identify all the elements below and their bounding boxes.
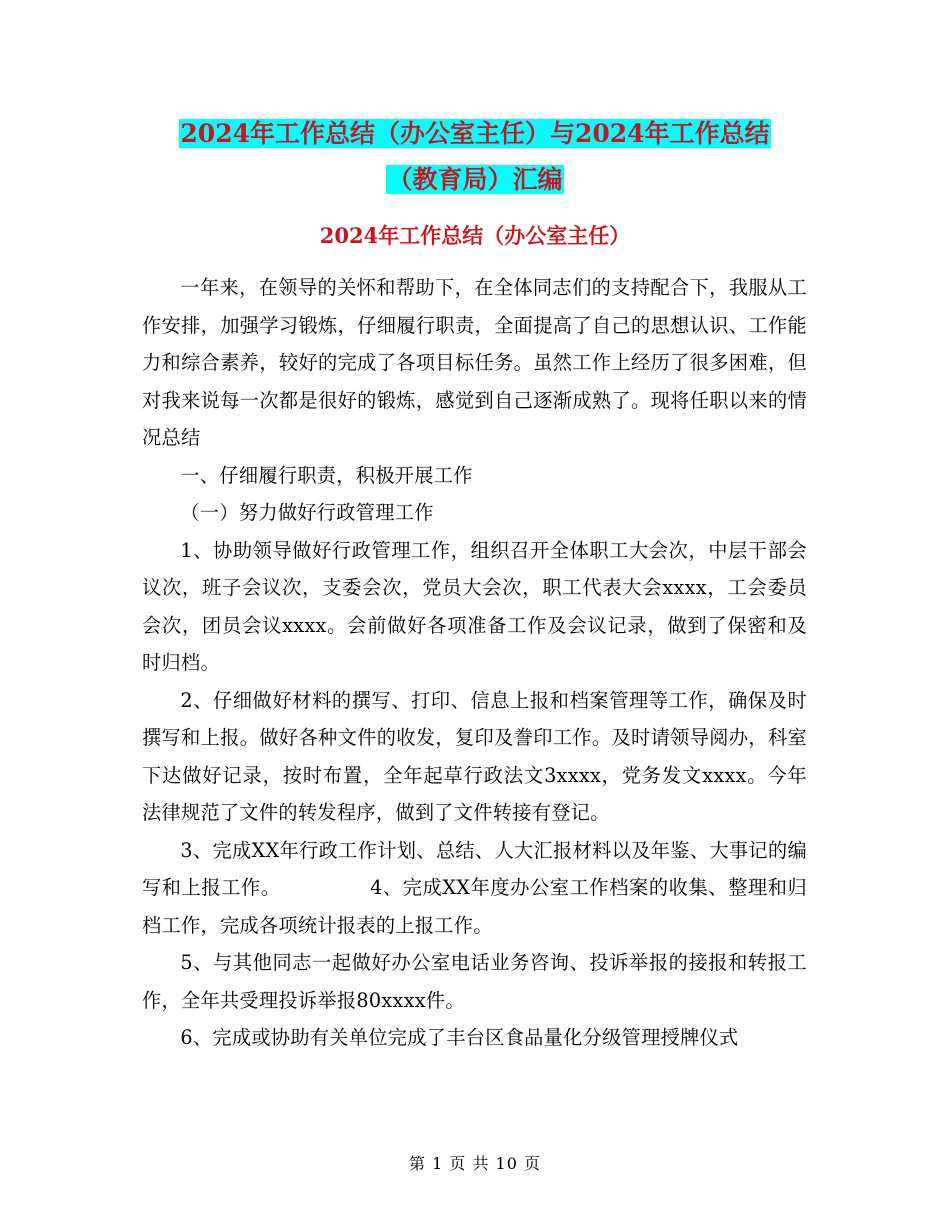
main-title-line-1: 2024年工作总结（办公室主任）与2024年工作总结 [180, 119, 770, 148]
paragraph-item-5: 5、与其他同志一起做好办公室电话业务咨询、投诉举报的接报和转报工作，全年共受理投诉举报80xxxx件。 [142, 951, 807, 1012]
paragraph-item-2: 2、仔细做好材料的撰写、打印、信息上报和档案管理等工作，确保及时撰写和上报。做好各种文件的收发，复印及誊印工作。及时请领导阅办，科室下达做好记录，按时布置，全年起草行政法文3xxxx，党务发文xxxx。今年法律规范了文件的转发程序，做到了文件转接有登记。 [142, 688, 807, 824]
paragraph-item-3-4: 3、完成XX年行政工作计划、总结、人大汇报材料以及年鉴、大事记的编写和上报工作。 4、完成XX年度办公室工作档案的收集、整理和归档工作，完成各项统计报表的上报工作。 [142, 838, 807, 937]
paragraph-item-6: 6、完成或协助有关单位完成了丰台区食品量化分级管理授牌仪式 [180, 1026, 739, 1049]
document-main-title [0, 111, 950, 203]
document-body [142, 269, 807, 1057]
paragraph-intro: 一年来，在领导的关怀和帮助下，在全体同志们的支持配合下，我服从工作安排，加强学习锻炼，仔细履行职责，全面提高了自己的思想认识、工作能力和综合素养，较好的完成了各项目标任务。虽然工作上经历了很多困难，但对我来说每一次都是很好的锻炼，感觉到自己逐渐成熟了。现将任职以来的情况总结 [142, 276, 807, 449]
paragraph-item-1: 1、协助领导做好行政管理工作，组织召开全体职工大会次，中层干部会议次，班子会议次，支委会次，党员大会次，职工代表大会xxxx，工会委员会次，团员会议xxxx。会前做好各项准备工作及会议记录，做到了保密和及时归档。 [142, 538, 807, 674]
main-title-line-2: （教育局）汇编 [387, 165, 563, 194]
section-title: 2024年工作总结（办公室主任） [319, 223, 631, 248]
heading-level-1: 一、仔细履行职责，积极开展工作 [180, 463, 473, 487]
heading-level-2: （一）努力做好行政管理工作 [180, 501, 434, 524]
page-footer: 第 1 页 共 10 页 [409, 1154, 541, 1173]
